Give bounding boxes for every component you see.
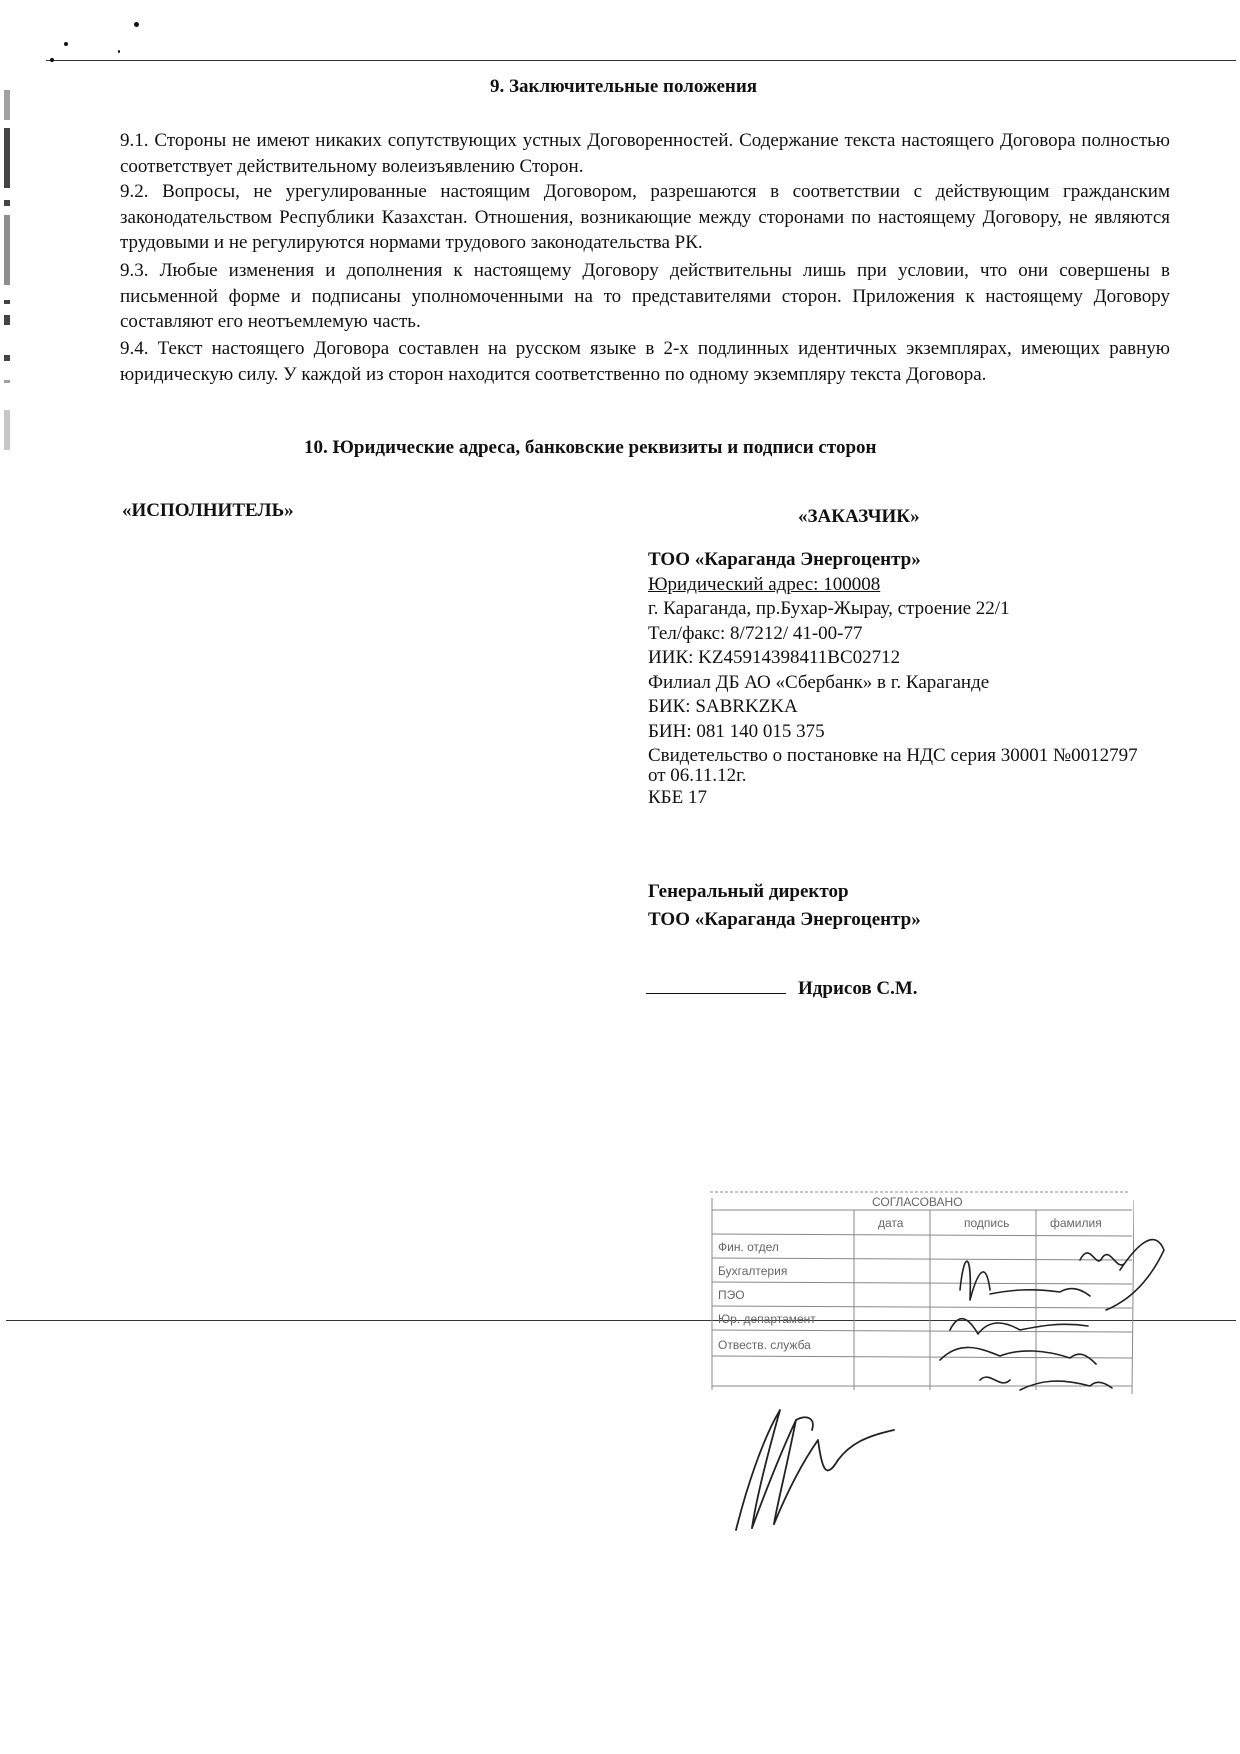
stamp-title: СОГЛАСОВАНО — [872, 1195, 963, 1209]
section-9-heading: 9. Заключительные положения — [490, 76, 758, 97]
scan-speck — [50, 58, 54, 62]
customer-legal-address: Юридический адрес: 100008 — [648, 573, 881, 595]
executor-label: «ИСПОЛНИТЕЛЬ» — [122, 500, 294, 521]
director-handwritten-signature — [726, 1400, 906, 1540]
stamp-row-label: ПЭО — [718, 1288, 745, 1302]
customer-iik: ИИК: KZ45914398411BC02712 — [648, 647, 901, 668]
signatory-company: ТОО «Караганда Энергоцентр» — [648, 909, 921, 930]
scan-speck — [134, 22, 139, 27]
scan-speck — [118, 50, 120, 53]
stamp-col-signature: подпись — [964, 1216, 1010, 1230]
customer-bank: Филиал ДБ АО «Сбербанк» в г. Караганде — [648, 671, 990, 693]
signatory-name: Идрисов С.М. — [798, 978, 918, 999]
section-10-heading: 10. Юридические адреса, банковские реквизиты и подписи сторон — [304, 437, 877, 458]
top-scan-line — [46, 60, 1236, 61]
stamp-row-label: Отвеств. служба — [718, 1338, 811, 1352]
clause-9-4: 9.4. Текст настоящего Договора составлен на русском языке в 2-х подлинных идентичных экземплярах, имеющих равную юридическую силу. У каждой из сторон находится соответственно по одному экземпляру текста Договора. — [120, 338, 1170, 385]
signatory-title: Генеральный директор — [648, 881, 849, 902]
left-margin-artifact — [4, 80, 12, 440]
customer-requisites — [648, 548, 1168, 811]
customer-phone: Тел/факс: 8/7212/ 41-00-77 — [648, 622, 863, 644]
customer-bin: БИН: 081 140 015 375 — [648, 720, 825, 742]
signature-line — [646, 978, 918, 1000]
stamp-row-label: Бухгалтерия — [718, 1264, 788, 1278]
customer-bik: БИК: SABRKZKA — [648, 696, 798, 717]
stamp-row-label: Фин. отдел — [718, 1240, 779, 1254]
clause-9-2: 9.2. Вопросы, не урегулированные настоящим Договором, разрешаются в соответствии с действующим гражданским законодательством Республики Казахстан. Отношения, возникающие между сторонами по настоящему Договору, не являются трудовыми и не регулируются нормами трудового законодательства РК. — [120, 181, 1170, 253]
customer-address: г. Караганда, пр.Бухар-Жырау, строение 22/1 — [648, 598, 1010, 619]
signatory-block — [648, 878, 921, 934]
approval-stamp — [706, 1190, 1134, 1394]
customer-company: ТОО «Караганда Энергоцентр» — [648, 549, 921, 570]
customer-kbe: КБЕ 17 — [648, 787, 707, 808]
clause-9-3: 9.3. Любые изменения и дополнения к настоящему Договору действительны лишь при условии, что они совершены в письменной форме и подписаны уполномоченными на то представителями сторон. Приложения к настоящему Договору составляют его неотъемлемую часть. — [120, 260, 1170, 332]
stamp-col-date: дата — [878, 1216, 904, 1230]
scan-speck — [64, 42, 68, 46]
stamp-col-surname: фамилия — [1050, 1216, 1102, 1230]
customer-vat-certificate: Свидетельство о постановке на НДС серия 30001 №0012797 от 06.11.12г. — [648, 745, 1138, 786]
customer-label: «ЗАКАЗЧИК» — [798, 506, 920, 527]
clause-9-1: 9.1. Стороны не имеют никаких сопутствующих устных Договоренностей. Содержание текста настоящего Договора полностью соответствует действительному волеизъявлению Сторон. — [120, 130, 1170, 177]
signature-blank — [646, 993, 786, 994]
stamp-row-label: Юр. департамент — [718, 1312, 816, 1326]
